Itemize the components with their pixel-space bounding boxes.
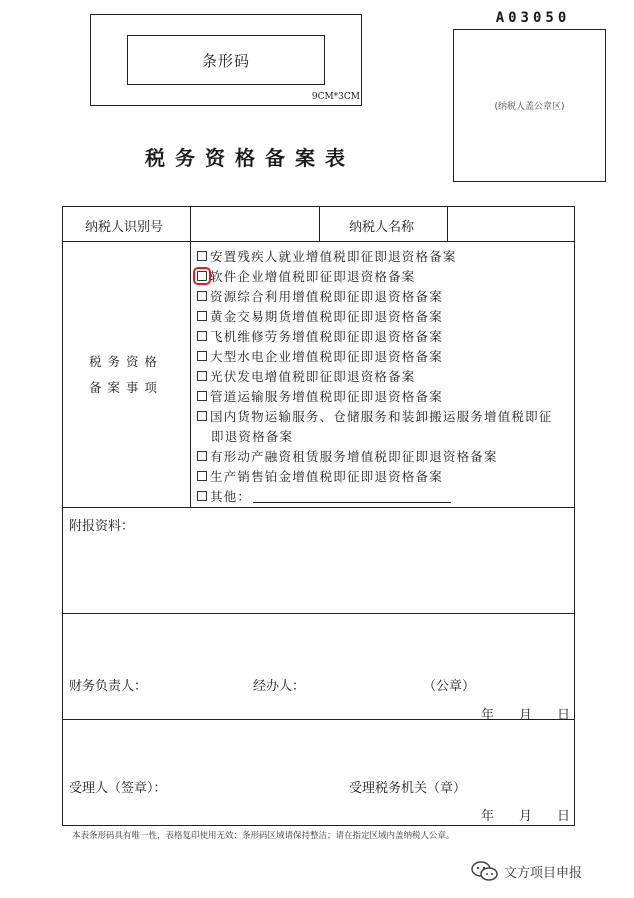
option-platinum[interactable]: 生产销售铂金增值税即征即退资格备案 — [197, 467, 443, 485]
page-title: 税务资格备案表 — [145, 146, 355, 170]
seal-area-label: (纳税人盖公章区) — [494, 102, 565, 112]
handler-label: 经办人： — [253, 679, 306, 694]
taxpayer-id-label: 纳税人识别号 — [85, 220, 164, 235]
barcode-size-label: 9CM*3CM — [311, 92, 360, 102]
taxpayer-name-label: 纳税人名称 — [349, 220, 415, 235]
checkbox[interactable] — [197, 491, 207, 501]
table-divider — [319, 207, 320, 241]
checkbox[interactable] — [197, 371, 207, 381]
attachments-label: 附报资料： — [69, 519, 135, 534]
footnote: 本表条形码具有唯一性，表格复印使用无效；条形码区域请保持整洁；请在指定区域内盖纳税人公章。 — [72, 831, 455, 841]
filing-items-label-line2: 备 案 事 项 — [89, 380, 158, 395]
form-number: A03050 — [495, 10, 571, 26]
option-pipeline-transport[interactable]: 管道运输服务增值税即征即退资格备案 — [197, 387, 443, 405]
checkbox[interactable] — [197, 331, 207, 341]
finance-date-year: 年 — [481, 708, 495, 723]
filing-items-label-line1: 税 务 资 格 — [89, 354, 158, 369]
checkbox[interactable] — [197, 471, 207, 481]
option-leasing[interactable]: 有形动产融资租赁服务增值税即征即退资格备案 — [197, 447, 498, 465]
finance-date-day: 日 — [557, 708, 571, 723]
watermark — [470, 860, 582, 882]
option-resource-utilization[interactable]: 资源综合利用增值税即征即退资格备案 — [197, 287, 443, 305]
option-aircraft-maintenance[interactable]: 飞机维修劳务增值税即征即退资格备案 — [197, 327, 443, 345]
checkbox[interactable] — [197, 291, 207, 301]
seal-area — [453, 29, 606, 182]
receiver-label: 受理人（签章）： — [69, 781, 167, 796]
wechat-icon — [470, 860, 500, 882]
option-hydropower[interactable]: 大型水电企业增值税即征即退资格备案 — [197, 347, 443, 365]
option-freight-storage-continuation: 即退资格备案 — [211, 429, 294, 444]
option-freight-storage[interactable]: 国内货物运输服务、仓储服务和装卸搬运服务增值税即征 — [197, 407, 553, 425]
checkbox[interactable] — [197, 351, 207, 361]
table-divider — [63, 507, 574, 508]
table-divider — [63, 719, 574, 720]
acceptance-date-year: 年 — [481, 809, 495, 824]
checkbox[interactable] — [197, 451, 207, 461]
option-gold-futures[interactable]: 黄金交易期货增值税即征即退资格备案 — [197, 307, 443, 325]
other-input-line[interactable] — [253, 490, 451, 503]
seal-label: （公章） — [423, 679, 476, 694]
checkbox[interactable] — [197, 251, 207, 261]
table-divider — [63, 613, 574, 614]
table-divider — [447, 207, 448, 241]
option-other[interactable]: 其他： — [197, 487, 451, 505]
finance-manager-label: 财务负责人： — [69, 679, 148, 694]
filing-table — [62, 206, 575, 826]
checkbox[interactable] — [197, 391, 207, 401]
option-software-enterprise[interactable]: 软件企业增值税即征即退资格备案 — [197, 267, 416, 285]
acceptance-date-day: 日 — [557, 809, 571, 824]
option-photovoltaic[interactable]: 光伏发电增值税即征即退资格备案 — [197, 367, 416, 385]
table-divider — [190, 207, 191, 507]
checkbox[interactable] — [197, 311, 207, 321]
checkbox-highlighted[interactable] — [197, 271, 207, 281]
option-disabled-employment[interactable]: 安置残疾人就业增值税即征即退资格备案 — [197, 247, 457, 265]
watermark-text: 文方项目申报 — [504, 865, 583, 881]
barcode-label: 条形码 — [127, 35, 325, 85]
finance-date-month: 月 — [519, 708, 533, 723]
checkbox[interactable] — [197, 411, 207, 421]
acceptance-date-month: 月 — [519, 809, 533, 824]
tax-office-label: 受理税务机关（章） — [349, 781, 467, 796]
table-divider — [63, 241, 574, 242]
